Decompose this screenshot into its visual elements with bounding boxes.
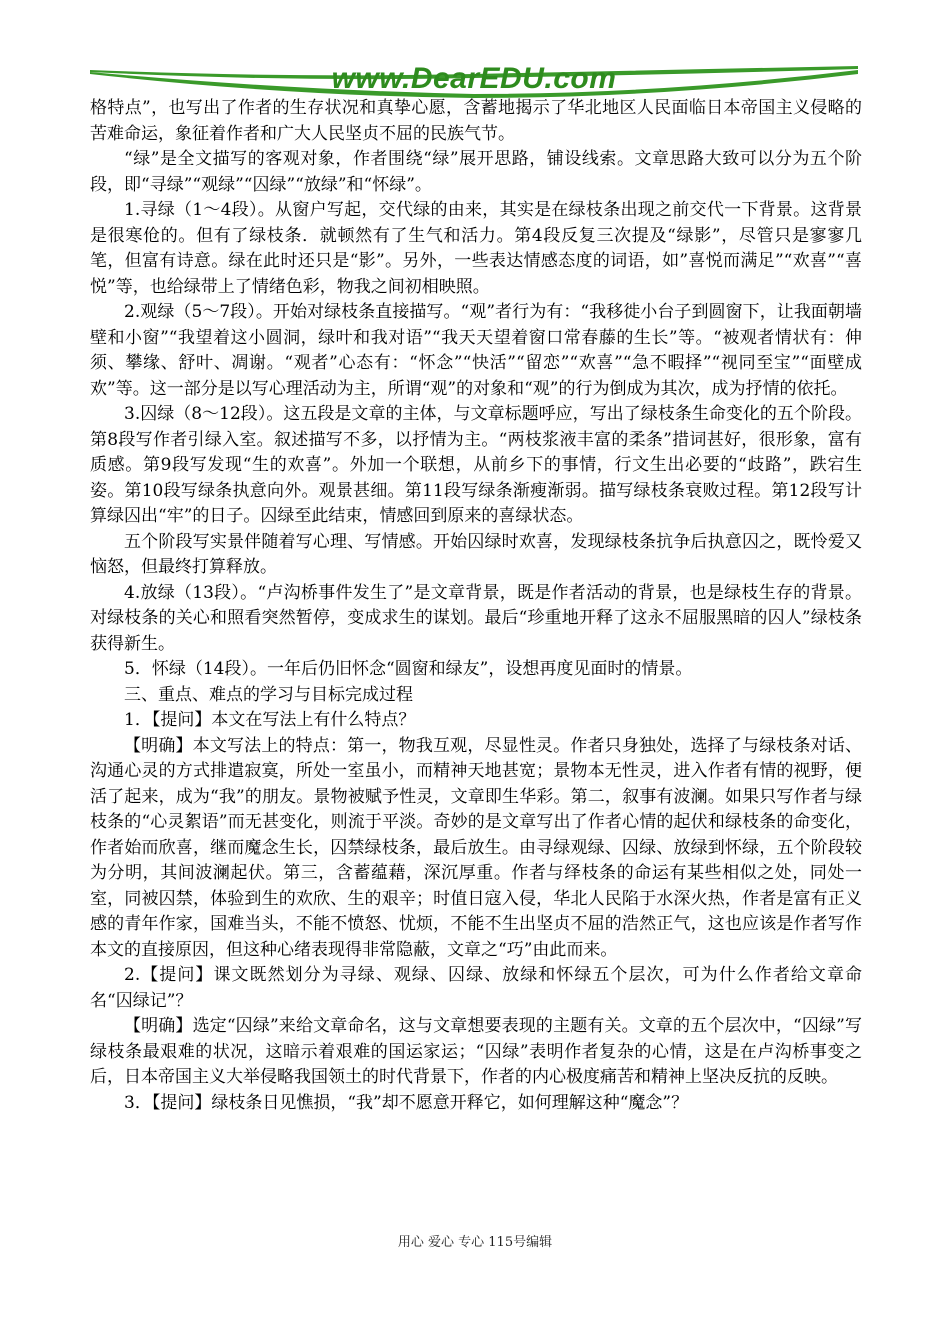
paragraph: 1.寻绿（1～4段）。从窗户写起，交代绿的由来，其实是在绿枝条出现之前交代一下背景。这背景是很寒伧的。但有了绿枝条．就顿然有了生气和活力。第4段反复三次提及“绿影”，尽管只是寥寥几笔，但富有诗意。绿在此时还只是“影”。另外，一些表达情感态度的词语，如”喜悦而满足”“欢喜”“喜悦”等，也给绿带上了情绪色彩，物我之间初相映照。 bbox=[90, 200, 862, 297]
paragraph: 【明确】本文写法上的特点：第一，物我互观，尽显性灵。作者只身独处，选择了与绿枝条对话、沟通心灵的方式排遣寂寞，所处一室虽小，而精神天地甚宽；景物本无性灵，进入作者有情的视野，便活了起来，成为“我”的朋友。景物被赋予性灵，文章即生华彩。第二，叙事有波澜。如果只写作者与绿枝条的“心灵絮语”而无甚变化，则流于平淡。奇妙的是文章写出了作者心情的起伏和绿枝条的命变化，作者始而欣喜，继而魔念生长，囚禁绿枝条，最后放生。由寻绿观绿、囚绿、放绿到怀绿，五个阶段较为分明，其间波澜起伏。第三，含蓄蕴藉，深沉厚重。作者与绎枝条的命运有某些相似之处，同处一室，同被囚禁，体验到生的欢欣、生的艰辛；时值日寇入侵，华北人民陷于水深火热，作者是富有正义感的青年作家，国难当头，不能不愤怒、忧烦，不能不生出坚贞不屈的浩然正气，这也应该是作者写作本文的直接原因，但这种心绪表现得非常隐蔽，文章之“巧”由此而来。 bbox=[90, 735, 862, 960]
paragraph: 三、重点、难点的学习与目标完成过程 bbox=[124, 684, 413, 705]
paragraph: 4.放绿（13段）。“卢沟桥事件发生了”是文章背景，既是作者活动的背景，也是绿枝生存的背景。对绿枝条的关心和照看突然暂停，变成求生的谋划。最后“珍重地开释了这永不屈服黑暗的囚人”绿枝条获得新生。 bbox=[90, 582, 862, 654]
document-body bbox=[90, 96, 862, 1116]
paragraph: 五个阶段写实景伴随着写心理、写情感。开始囚绿时欢喜，发现绿枝条抗争后执意囚之，既怜爱又恼怒，但最终打算释放。 bbox=[90, 531, 862, 577]
paragraph: 1．【提问】本文在写法上有什么特点？ bbox=[124, 710, 416, 730]
paragraph: 3．【提问】绿枝条日见憔损，“我”却不愿意开释它，如何理解这种“魔念”？ bbox=[124, 1092, 689, 1113]
paragraph: 2.【提问】课文既然划分为寻绿、观绿、囚绿、放绿和怀绿五个层次，可为什么作者给文章命名“囚绿记”？ bbox=[90, 965, 862, 1011]
site-header bbox=[88, 58, 860, 100]
paragraph: 3.囚绿（8～12段）。这五段是文章的主体，与文章标题呼应，写出了绿枝条生命变化的五个阶段。第8段写作者引绿入室。叙述描写不多，以抒情为主。“两枝浆液丰富的柔条”措词甚好，很形象，富有质感。第9段写发现“生的欢喜”。外加一个联想，从前乡下的事情，行文生出必要的“歧路”，跌宕生姿。第10段写绿条执意向外。观景甚细。第11段写绿条渐瘦渐弱。描写绿枝条衰败过程。第12段写计算绿囚出“牢”的日子。囚绿至此结束，情感回到原来的喜绿状态。 bbox=[90, 404, 862, 526]
page-footer: 用心 爱心 专心 115号编辑 bbox=[397, 1235, 553, 1250]
paragraph: 2.观绿（5～7段）。开始对绿枝条直接描写。“观”者行为有：“我移徙小台子到圆窗下，让我面朝墙壁和小窗”“我望着这小圆洞，绿叶和我对语”“我天天望着窗口常春藤的生长”等。“被观者情状有：伸须、攀缘、舒叶、凋谢。“观者”心态有：“怀念”“快活”“留恋”“欢喜”“急不暇择”“视同至宝”“面壁成欢”等。这一部分是以写心理活动为主，所谓“观”的对象和“观”的行为倒成为其次，成为抒情的依托。 bbox=[90, 302, 862, 399]
paragraph: 格特点”，也写出了作者的生存状况和真挚心愿，含蓄地揭示了华北地区人民面临日本帝国主义侵略的苦难命运，象征着作者和广大人民坚贞不屈的民族气节。 bbox=[90, 98, 862, 144]
site-logo-text[interactable]: www.DearEDU.com bbox=[331, 62, 617, 95]
paragraph: “绿”是全文描写的客观对象，作者围绕“绿”展开思路，铺设线索。文章思路大致可以分为五个阶段，即“寻绿”“观绿”“囚绿”“放绿”和“怀绿”。 bbox=[90, 149, 862, 195]
paragraph: 【明确】选定“囚绿”来给文章命名，这与文章想要表现的主题有关。文章的五个层次中，“囚绿”写绿枝条最艰难的状况，这暗示着艰难的国运家运；“囚绿”表明作者复杂的心情，这是在卢沟桥事变之后，日本帝国主义大举侵略我国领土的时代背景下，作者的内心极度痛苦和精神上坚决反抗的反映。 bbox=[90, 1016, 862, 1087]
paragraph: 5．怀绿（14段）。一年后仍旧怀念“圆窗和绿友”，设想再度见面时的情景。 bbox=[124, 659, 693, 679]
